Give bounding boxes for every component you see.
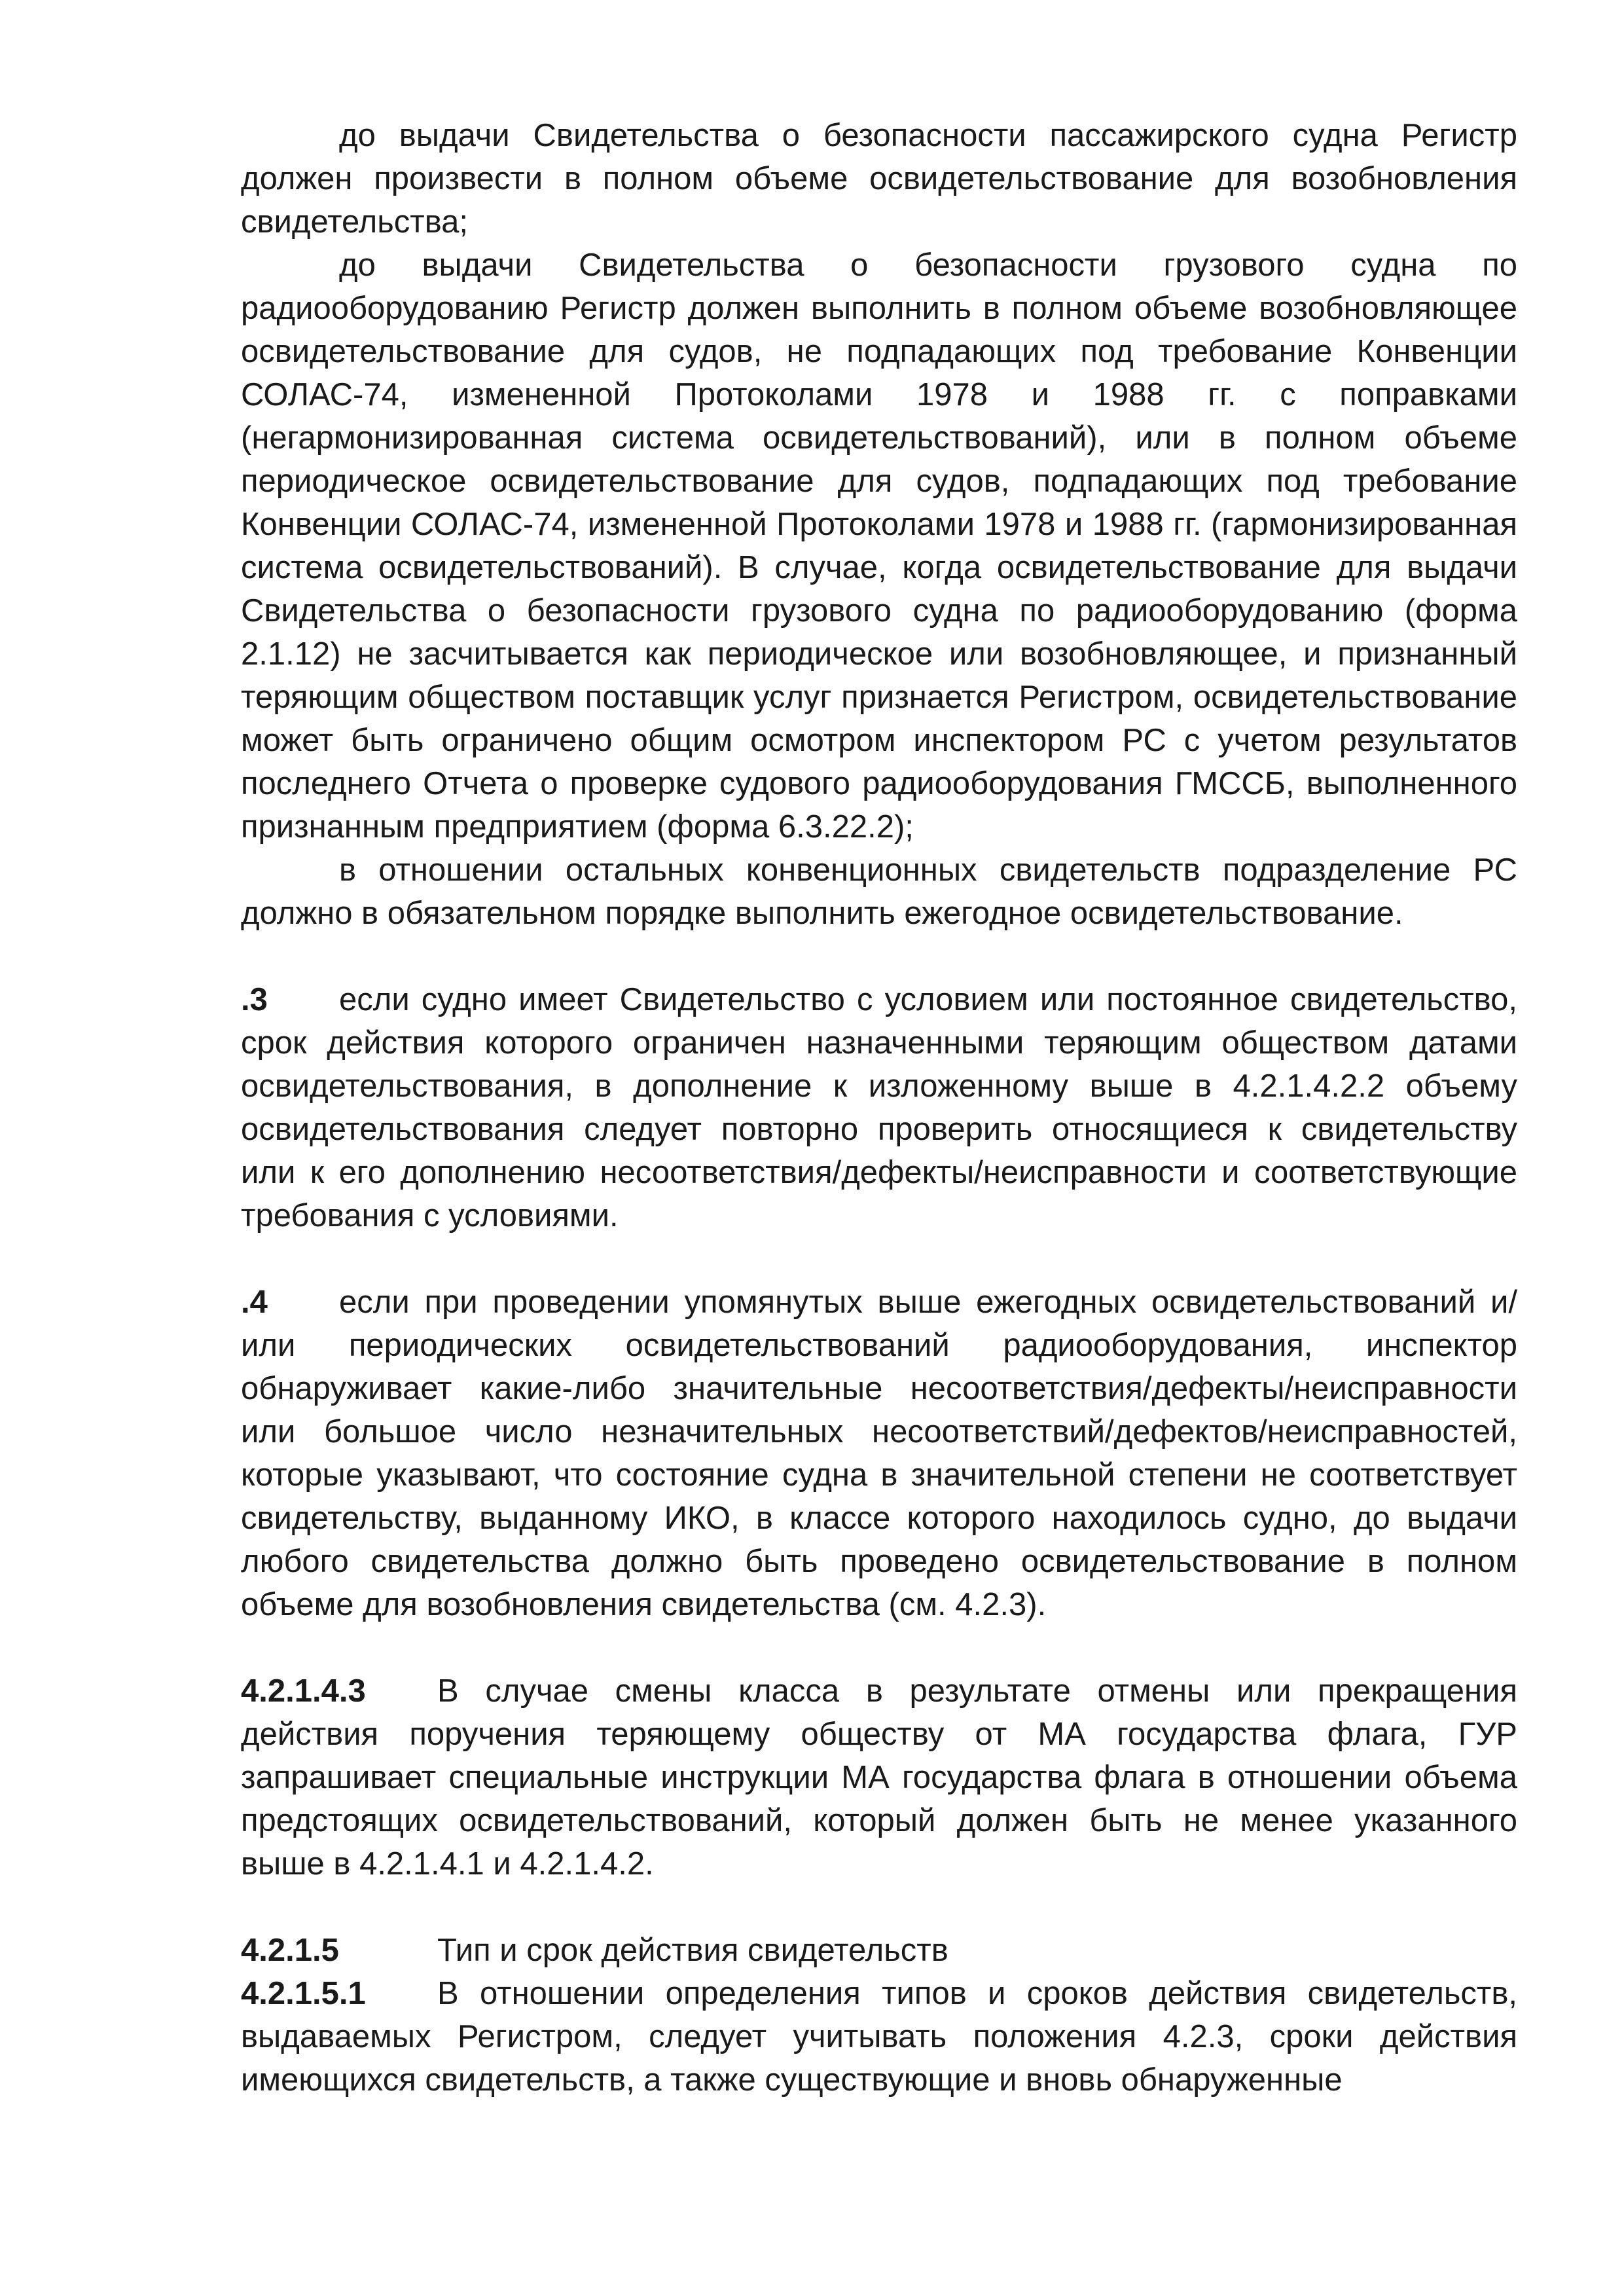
list-item-text: если судно имеет Свидетельство с условием или постоянное свидетельство, срок действия которого ограничен назначенными теряющим обществом датами освидетельствования, в дополнение к изложенному выше в 4.2.1.4.2.2 объему освидетельствования следует повторно проверить относящиеся к свидетельству или к его дополнению несоответствия/дефекты/неисправности и соответствующие требования с условиями. bbox=[241, 982, 1517, 1233]
section-number: 4.2.1.5.1 bbox=[241, 1976, 366, 2011]
section-number: 4.2.1.4.3 bbox=[241, 1673, 366, 1709]
list-item-number: .3 bbox=[241, 982, 268, 1017]
paragraph-other-convention-certificates: в отношении остальных конвенционных свидетельств подразделение РС должно в обязательном порядке выполнить ежегодное освидетельствование. bbox=[241, 852, 1517, 931]
section-text: В отношении определения типов и сроков действия свидетельств, выдаваемых Регистром, следует учитывать положения 4.2.3, сроки действия имеющихся свидетельств, а также существующие и вновь обнаруженные bbox=[241, 1976, 1517, 2098]
section-4-2-1-5-1 bbox=[241, 1972, 1517, 2102]
section-title: Тип и срок действия свидетельств bbox=[437, 1933, 948, 1968]
section-number: 4.2.1.5 bbox=[241, 1933, 339, 1968]
section-4-2-1-4-3 bbox=[241, 1669, 1517, 1886]
section-heading-4-2-1-5 bbox=[241, 1929, 1517, 1972]
section-text: В случае смены класса в результате отмены или прекращения действия поручения теряющему обществу от МА государства флага, ГУР запрашивает специальные инструкции МА государства флага в отношении объема предстоящих освидетельствований, который должен быть не менее указанного выше в 4.2.1.4.1 и 4.2.1.4.2. bbox=[241, 1673, 1517, 1882]
list-item-4 bbox=[241, 1281, 1517, 1626]
list-item-number: .4 bbox=[241, 1285, 268, 1320]
document-body bbox=[241, 114, 1517, 2102]
list-item-text: если при проведении упомянутых выше ежегодных освидетельствований и/или периодических освидетельствований радиооборудования, инспектор обнаруживает какие-либо значительные несоответствия/дефекты/неисправности или большое число незначительных несоответствий/дефектов/неисправностей, которые указывают, что состояние судна в значительной степени не соответствует свидетельству, выданному ИКО, в классе которого находилось судно, до выдачи любого свидетельства должно быть проведено освидетельствование в полном объеме для возобновления свидетельства (см. 4.2.3). bbox=[241, 1285, 1517, 1622]
paragraph-passenger-ship-certificate: до выдачи Свидетельства о безопасности пассажирского судна Регистр должен произвести в полном объеме освидетельствование для возобновления свидетельства; bbox=[241, 118, 1517, 240]
list-item-3 bbox=[241, 978, 1517, 1237]
paragraph-radio-equipment-certificate: до выдачи Свидетельства о безопасности грузового судна по радиооборудованию Регистр должен выполнить в полном объеме возобновляющее освидетельствование для судов, не подпадающих под требование Конвенции СОЛАС-74, измененной Протоколами 1978 и 1988 гг. с поправками (негармонизированная система освидетельствований), или в полном объеме периодическое освидетельствование для судов, подпадающих под требование Конвенции СОЛАС-74, измененной Протоколами 1978 и 1988 гг. (гармонизированная система освидетельствований). В случае, когда освидетельствование для выдачи Свидетельства о безопасности грузового судна по радиооборудованию (форма 2.1.12) не засчитывается как периодическое или возобновляющее, и признанный теряющим обществом поставщик услуг признается Регистром, освидетельствование может быть ограничено общим осмотром инспектором РС с учетом результатов последнего Отчета о проверке судового радиооборудования ГМССБ, выполненного признанным предприятием (форма 6.3.22.2); bbox=[241, 247, 1517, 845]
